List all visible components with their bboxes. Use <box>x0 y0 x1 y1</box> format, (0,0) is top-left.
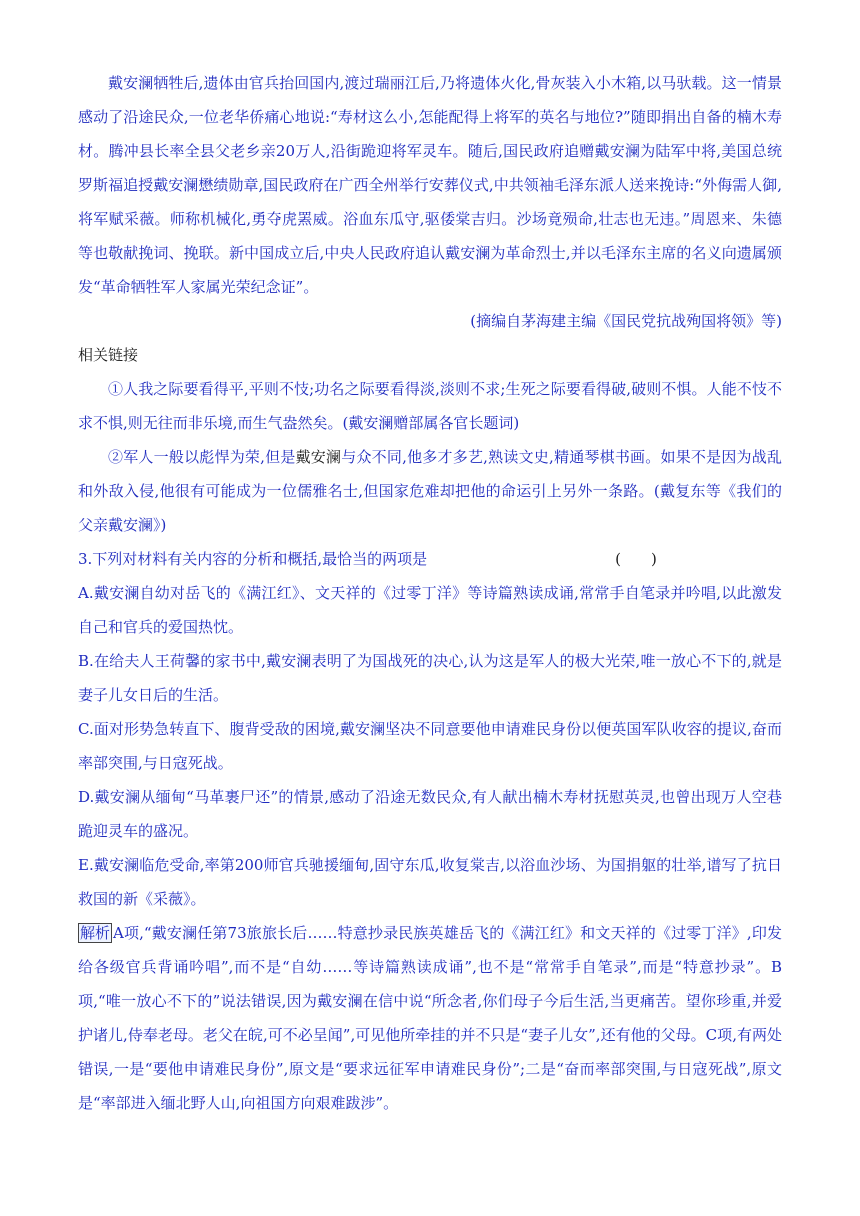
article-paragraph: 戴安澜牺牲后,遗体由官兵抬回国内,渡过瑞丽江后,乃将遗体火化,骨灰装入小木箱,以马驮载。这一情景感动了沿途民众,一位老华侨痛心地说:“寿材这么小,怎能配得上将军的英名与地位?”随即捐出自备的楠木寿材。腾冲县长率全县父老乡亲20万人,沿街跪迎将军灵车。随后,国民政府追赠戴安澜为陆军中将,美国总统罗斯福追授戴安澜懋绩勋章,国民政府在广西全州举行安葬仪式,中共领袖毛泽东派人送来挽诗:“外侮需人御,将军赋采薇。师称机械化,勇夺虎罴威。浴血东瓜守,驱倭棠吉归。沙场竟殒命,壮志也无违。”周恩来、朱德等也敬献挽词、挽联。新中国成立后,中央人民政府追认戴安澜为革命烈士,并以毛泽东主席的名义向遗属颁发“革命牺牲军人家属光荣纪念证”。 <box>78 74 782 296</box>
option-c: C.面对形势急转直下、腹背受敌的困境,戴安澜坚决不同意要他申请难民身份以便英国军队收容的提议,奋而率部突围,与日寇死战。 <box>78 720 782 772</box>
question-stem-text: 3.下列对材料有关内容的分析和概括,最恰当的两项是 <box>78 550 428 568</box>
analysis-tag: 解析 <box>80 924 111 942</box>
document-content <box>78 66 782 1120</box>
article-source: (摘编自茅海建主编《国民党抗战殉国将领》等) <box>470 312 782 330</box>
option-b: B.在给夫人王荷馨的家书中,戴安澜表明了为国战死的决心,认为这是军人的极大光荣,唯一放心不下的,就是妻子儿女日后的生活。 <box>78 652 782 704</box>
question-stem <box>78 542 782 576</box>
related-link-2-part-c: 与众不同,他多才多艺,熟读文史,精通琴棋书画。如果不是因为战乱和外敌入侵,他很有可能成为一位儒雅名士,但国家危难却把他的命运引上另外一条路。(戴复东等《我们的父亲戴安澜》) <box>78 448 782 534</box>
related-links-heading: 相关链接 <box>78 346 139 364</box>
option-a: A.戴安澜自幼对岳飞的《满江红》、文天祥的《过零丁洋》等诗篇熟读成诵,常常手自笔录并吟唱,以此激发自己和官兵的爱国热忱。 <box>78 584 782 636</box>
related-link-2-name: 戴安澜 <box>295 448 342 466</box>
related-link-1: ①人我之际要看得平,平则不忮;功名之际要看得淡,淡则不求;生死之际要看得破,破则不惧。人能不忮不求不惧,则无往而非乐境,而生气盎然矣。(戴安澜赠部属各官长题词) <box>78 380 782 432</box>
related-link-2-part-a: ②军人一般以彪悍为荣,但是 <box>108 448 296 466</box>
answer-parentheses: ( ) <box>615 550 657 568</box>
analysis-text: A项,“戴安澜任第73旅旅长后……特意抄录民族英雄岳飞的《满江红》和文天祥的《过零丁洋》,印发给各级官兵背诵吟唱”,而不是“自幼……等诗篇熟读成诵”,也不是“常常手自笔录”,而是“特意抄录”。B项,“唯一放心不下的”说法错误,因为戴安澜在信中说“所念者,你们母子今后生活,当更痛苦。望你珍重,并爱护诸儿,侍奉老母。老父在皖,可不必呈闻”,可见他所牵挂的并不只是“妻子儿女”,还有他的父母。C项,有两处错误,一是“要他申请难民身份”,原文是“要求远征军申请难民身份”;二是“奋而率部突围,与日寇死战”,原文是“率部进入缅北野人山,向祖国方向艰难跋涉”。 <box>78 924 782 1112</box>
option-d: D.戴安澜从缅甸“马革裹尸还”的情景,感动了沿途无数民众,有人献出楠木寿材抚慰英灵,也曾出现万人空巷跪迎灵车的盛况。 <box>78 788 782 840</box>
related-link-2 <box>78 440 782 542</box>
analysis-paragraph <box>78 916 782 1120</box>
option-e: E.戴安澜临危受命,率第200师官兵驰援缅甸,固守东瓜,收复棠吉,以浴血沙场、为国捐躯的壮举,谱写了抗日救国的新《采薇》。 <box>78 856 782 908</box>
